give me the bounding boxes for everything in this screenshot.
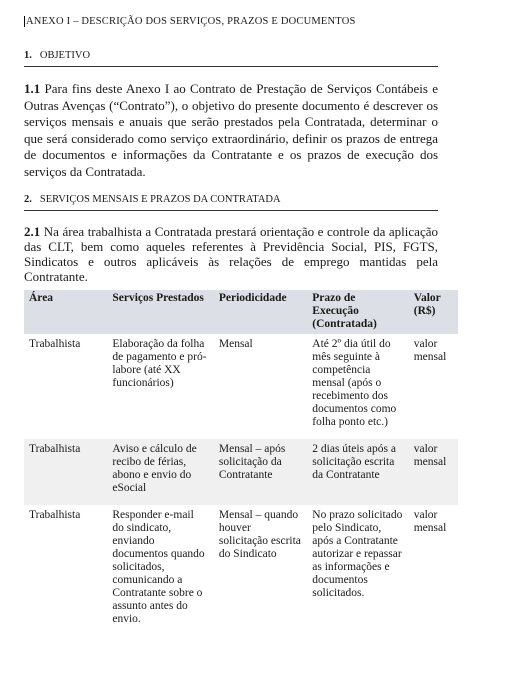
table-cell-services: Responder e-mail do sindicato, enviando documentos quando solicitados, comunicando a Contratante sobre o assunto antes do envio. (112, 509, 205, 625)
section-2-heading (24, 194, 438, 211)
table-cell-deadline: Até 2º dia útil do mês seguinte à competência mensal (após o recebimento dos documentos como folha ponto etc.) (312, 338, 397, 428)
table-cell-services: Aviso e cálculo de recibo de férias, abono e envio do eSocial (107, 439, 213, 505)
section-2-title: SERVIÇOS MENSAIS E PRAZOS DA CONTRATADA (39, 194, 281, 205)
table-cell-value: valor mensal (409, 439, 458, 505)
table-row (24, 439, 458, 505)
paragraph-2-1-text: Na área trabalhista a Contratada prestará orientação e controle da aplicação das CLT, bem como aqueles referentes à Previdência Social, PIS, FGTS, Sindicatos e outros aplicáveis às relações de emprego mantidas pela Contratante. (24, 224, 438, 284)
table-cell-services: Elaboração da folha de pagamento e pró-labore (até XX funcionários) (112, 338, 207, 389)
table-cell-periodicity: Mensal – quando houver solicitação escrita do Sindicato (218, 509, 301, 560)
paragraph-1-1-text: Para fins deste Anexo I ao Contrato de Prestação de Serviços Contábeis e Outras Avenças (“Contrato”), o objetivo do presente documento é descrever os serviços mensais e anuais que serão prestados pela Contratada, determinar o que será considerado como serviço extraordinário, definir os prazos de entrega de documentos e informações da Contratante e os prazos de execução dos serviços da Contratada. (24, 81, 439, 179)
table-cell-deadline: 2 dias úteis após a solicitação escrita da Contratante (307, 439, 408, 505)
column-header-deadline: Prazo de Execução (Contratada) (307, 290, 408, 334)
paragraph-1-1 (24, 81, 438, 180)
column-header-services: Serviços Prestados (107, 290, 213, 334)
section-1-heading (24, 50, 438, 67)
paragraph-1-1-number: 1.1 (24, 81, 41, 96)
table-cell-area: Trabalhista (29, 509, 81, 521)
section-1-number: 1. (24, 50, 32, 61)
table-row (24, 334, 458, 439)
table-cell-value: valor mensal (413, 338, 447, 363)
document-title: ANEXO I – DESCRIÇÃO DOS SERVIÇOS, PRAZOS E DOCUMENTOS (24, 16, 446, 27)
table-cell-periodicity: Mensal – após solicitação da Contratante (214, 439, 307, 505)
column-header-periodicity: Periodicidade (214, 290, 307, 334)
section-2-number: 2. (24, 194, 32, 205)
services-table (24, 290, 458, 636)
table-row (24, 505, 458, 636)
paragraph-2-1-number: 2.1 (24, 224, 41, 239)
section-1-title: OBJETIVO (39, 50, 91, 61)
table-cell-area: Trabalhista (24, 439, 107, 505)
table-cell-periodicity: Mensal (218, 338, 253, 350)
paragraph-2-1 (24, 224, 438, 284)
table-cell-value: valor mensal (413, 509, 447, 534)
column-header-value: Valor (R$) (409, 290, 458, 334)
table-cell-deadline: No prazo solicitado pelo Sindicato, após a Contratante autorizar e repassar as informações e documentos solicitados. (312, 509, 403, 599)
table-header-row (24, 290, 458, 334)
column-header-area: Área (24, 290, 107, 334)
table-cell-area: Trabalhista (29, 338, 81, 350)
